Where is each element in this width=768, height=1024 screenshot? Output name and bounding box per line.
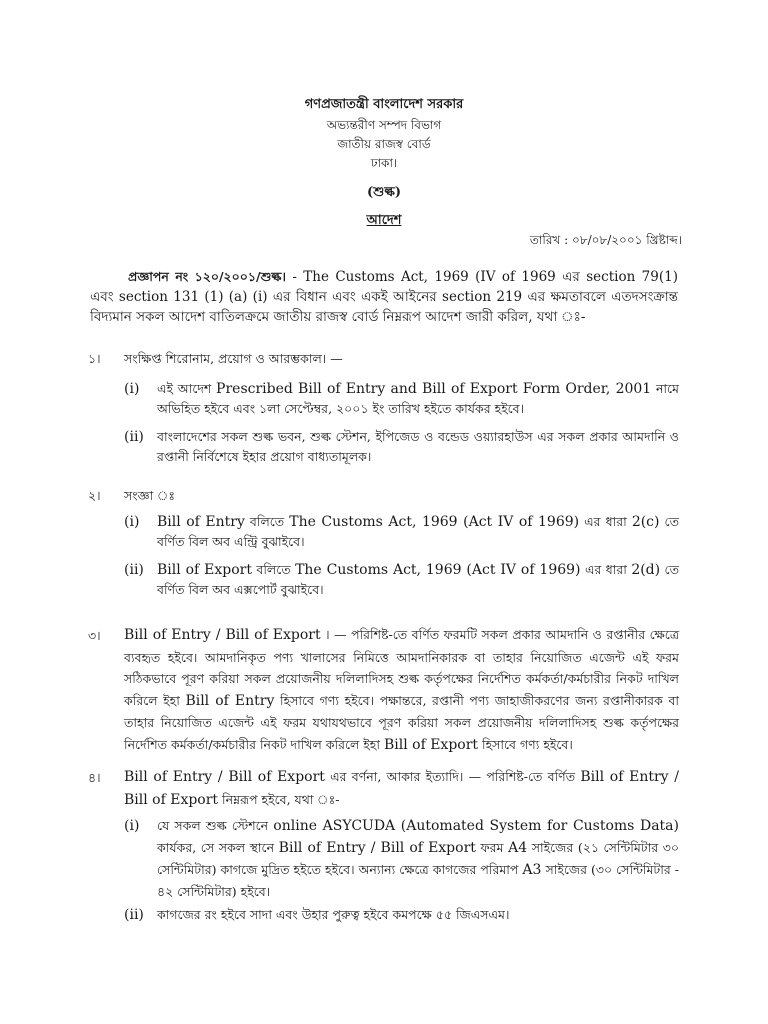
section-body: Bill of Entry / Bill of Export এর বর্ণনা, আকার ইত্যাদি। — পরিশিষ্ট-তে বর্ণিত Bill of Entry / Bill of Export নিম্নরূপ হইবে, যথা ঃ- bbox=[124, 769, 679, 808]
item-text: Bill of Entry বলিতে The Customs Act, 1969 (Act IV of 1969) এর ধারা 2(c) তে বর্ণিত বিল অব এন্ট্রি বুঝাইবে। bbox=[157, 514, 679, 549]
item-label: (i) bbox=[124, 818, 140, 834]
item-text: Bill of Export বলিতে The Customs Act, 1969 (Act IV of 1969) এর ধারা 2(d) তে বর্ণিত বিল অব এক্সপোর্ট বুঝাইবে। bbox=[157, 562, 679, 597]
government-title: গণপ্রজাতন্ত্রী বাংলাদেশ সরকার bbox=[304, 97, 464, 112]
item-label: (ii) bbox=[124, 429, 144, 445]
city-name: ঢাকা। bbox=[370, 156, 398, 170]
section-number: ১। bbox=[88, 351, 101, 366]
item-label: (ii) bbox=[124, 907, 144, 923]
preamble-text: - The Customs Act, 1969 (IV of 1969 এর section 79(1) এবং section 131 (1) (a) (i) এর বিধান এবং একই আইনের section 219 এর ক্ষমতাবলে এতদসংক্রান্ত বিদ্যমান সকল আদেশ বাতিলক্রমে জাতীয় রাজস্ব বোর্ড নিম্নরূপ আদেশ জারী করিল, যথা ঃ- bbox=[90, 269, 678, 325]
order-title: আদেশ bbox=[366, 213, 402, 228]
section-heading: সংজ্ঞা ঃ bbox=[124, 488, 176, 503]
order-date: তারিখ : ০৮/০৮/২০০১ খ্রিষ্টাব্দ। bbox=[529, 233, 682, 247]
item-text: বাংলাদেশের সকল শুল্ক ভবন, শুল্ক স্টেশন, ইপিজেড ও বন্ডেড ওয়্যারহাউস এর সকল প্রকার আমদানি ও রপ্তানী নির্বিশেষে ইহার প্রয়োগ বাধ্যতামূলক। bbox=[157, 429, 679, 464]
item-label: (i) bbox=[124, 381, 140, 397]
section-heading: সংক্ষিপ্ত শিরোনাম, প্রয়োগ ও আরম্ভকাল। — bbox=[124, 351, 343, 366]
item-label: (ii) bbox=[124, 562, 144, 578]
section-number: ৩। bbox=[88, 628, 101, 643]
item-text: কাগজের রং হইবে সাদা এবং উহার পুরুত্ব হইবে কমপক্ষে ৫৫ জিএসএম। bbox=[157, 907, 510, 922]
preamble bbox=[90, 267, 678, 327]
section-number: ৪। bbox=[88, 770, 101, 785]
section-body: Bill of Entry / Bill of Export । — পরিশিষ্ট-তে বর্ণিত ফরমটি সকল প্রকার আমদানি ও রপ্তানীর ক্ষেত্রে ব্যবহৃত হইবে। আমদানিকৃত পণ্য খালাসের নিমিত্তে আমদানিকারক বা তাহার নিয়োজিত এজেন্ট এই ফরম সঠিকভাবে পূরণ করিয়া সকল প্রয়োজনীয় দলিলাদিসহ শুল্ক কর্তৃপক্ষের নির্দেশিত কর্মকর্তা/কর্মচারীর নিকট দাখিল করিলে ইহা Bill of Entry হিসাবে গণ্য হইবে। পক্ষান্তরে, রপ্তানী পণ্য জাহাজীকরণের জন্য রপ্তানীকারক বা তাহার নিয়োজিত এজেন্ট এই ফরম যথাযথভাবে পূরণ করিয়া সকল প্রয়োজনীয় দলিলাদিসহ শুল্ক কর্তৃপক্ষের নির্দেশিত কর্মকর্তা/কর্মচারীর নিকট দাখিল করিলে ইহা Bill of Export হিসাবে গণ্য হইবে। bbox=[124, 627, 679, 753]
section-number: ২। bbox=[88, 488, 101, 503]
item-label: (i) bbox=[124, 514, 140, 530]
board-name: জাতীয় রাজস্ব বোর্ড bbox=[337, 137, 431, 151]
division-name: অভ্যন্তরীণ সম্পদ বিভাগ bbox=[326, 118, 442, 132]
item-text: এই আদেশ Prescribed Bill of Entry and Bill of Export Form Order, 2001 নামে অভিহিত হইবে এবং ১লা সেপ্টেম্বর, ২০০১ ইং তারিখ হইতে কার্যকর হইবে। bbox=[157, 381, 680, 416]
item-text: যে সকল শুল্ক স্টেশনে online ASYCUDA (Automated System for Customs Data) কার্যকর, সে সকল স্থানে Bill of Entry / Bill of Export ফরম A4 সাইজের (২১ সেন্টিমিটার ৩০ সেন্টিমিটার) কাগজে মুদ্রিত হইতে হইবে। অন্যান্য ক্ষেত্রে কাগজের পরিমাপ A3 সাইজের (৩০ সেন্টিমিটার - ৪২ সেন্টিমিটার) হইবে। bbox=[157, 818, 679, 899]
section-tag: (শুল্ক) bbox=[367, 185, 401, 200]
notification-number: প্রজ্ঞাপন নং ১২০/২০০১/শুল্ক। bbox=[128, 269, 286, 284]
